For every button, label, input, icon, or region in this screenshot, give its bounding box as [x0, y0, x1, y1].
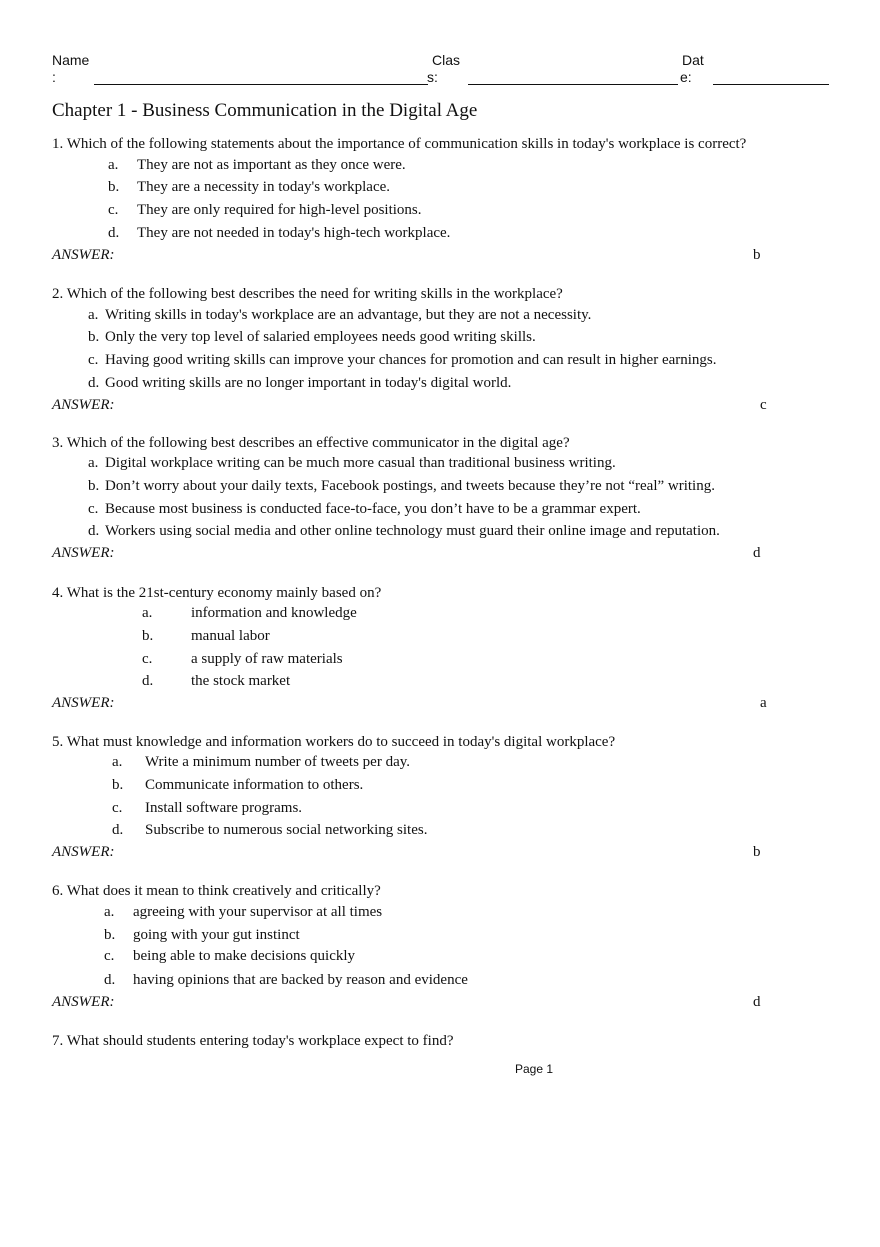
option-text: Digital workplace writing can be much more casual than traditional business writing.: [105, 455, 616, 471]
option-text: Because most business is conducted face-to-face, you don’t have to be a grammar expert.: [105, 501, 641, 517]
option-text: They are not as important as they once were.: [137, 157, 406, 173]
option-text: the stock market: [191, 673, 291, 689]
option-letter: c.: [104, 948, 115, 964]
answer-value: c: [760, 397, 767, 413]
option-letter: b.: [104, 927, 116, 943]
answer-label: ANSWER:: [52, 247, 115, 263]
option-text: Only the very top level of salaried employees needs good writing skills.: [105, 329, 536, 345]
question-text: 1. Which of the following statements about the importance of communication skills in today's workplace is correct?: [52, 136, 747, 152]
option-text: Subscribe to numerous social networking sites.: [145, 822, 428, 838]
option-text: Good writing skills are no longer important in today's digital world.: [105, 375, 512, 391]
question-text: 7. What should students entering today's workplace expect to find?: [52, 1033, 454, 1049]
option-letter: c.: [142, 651, 153, 667]
date-field[interactable]: [713, 84, 829, 85]
question-text: 6. What does it mean to think creatively and critically?: [52, 883, 381, 899]
option-text: Writing skills in today's workplace are an advantage, but they are not a necessity.: [105, 307, 592, 323]
option-letter: d.: [142, 673, 154, 689]
question-text: 2. Which of the following best describes the need for writing skills in the workplace?: [52, 286, 563, 302]
option-text: Communicate information to others.: [145, 777, 364, 793]
page-number: Page 1: [514, 1062, 554, 1076]
class-field[interactable]: [468, 84, 678, 85]
option-text: Write a minimum number of tweets per day.: [145, 754, 411, 770]
option-letter: d.: [104, 972, 116, 988]
option-letter: c.: [88, 501, 99, 517]
option-text: Workers using social media and other online technology must guard their online image and reputation.: [105, 523, 720, 539]
option-text: Don’t worry about your daily texts, Facebook postings, and tweets because they’re not “real” writing.: [105, 478, 715, 494]
answer-value: d: [753, 545, 761, 561]
option-text: They are a necessity in today's workplace.: [137, 179, 391, 195]
chapter-title: Chapter 1 - Business Communication in the Digital Age: [52, 100, 478, 121]
option-letter: c.: [112, 800, 123, 816]
option-text: They are only required for high-level positions.: [137, 202, 422, 218]
name-label: Name: [52, 52, 90, 68]
option-letter: c.: [88, 352, 99, 368]
option-letter: a.: [112, 754, 123, 770]
option-letter: d.: [88, 375, 100, 391]
option-letter: d.: [112, 822, 124, 838]
answer-label: ANSWER:: [52, 545, 115, 561]
option-letter: a.: [142, 605, 153, 621]
option-letter: b.: [142, 628, 154, 644]
option-text: They are not needed in today's high-tech workplace.: [137, 225, 451, 241]
class-label-suffix: s:: [427, 69, 438, 85]
option-letter: b.: [88, 478, 100, 494]
option-letter: b.: [88, 329, 100, 345]
name-field[interactable]: [94, 84, 428, 85]
option-letter: d.: [88, 523, 100, 539]
answer-value: b: [753, 247, 761, 263]
option-letter: a.: [88, 307, 99, 323]
answer-label: ANSWER:: [52, 994, 115, 1010]
option-letter: a.: [104, 904, 115, 920]
answer-value: d: [753, 994, 761, 1010]
answer-label: ANSWER:: [52, 695, 115, 711]
option-text: being able to make decisions quickly: [133, 948, 356, 964]
option-letter: a.: [108, 157, 119, 173]
option-text: Having good writing skills can improve your chances for promotion and can result in higher earnings.: [105, 352, 717, 368]
option-letter: d.: [108, 225, 120, 241]
date-label-suffix: e:: [680, 69, 692, 85]
answer-label: ANSWER:: [52, 844, 115, 860]
name-label-colon: :: [52, 69, 56, 85]
answer-label: ANSWER:: [52, 397, 115, 413]
answer-value: b: [753, 844, 761, 860]
answer-value: a: [760, 695, 767, 711]
option-text: a supply of raw materials: [191, 651, 343, 667]
option-letter: b.: [108, 179, 120, 195]
option-text: going with your gut instinct: [133, 927, 300, 943]
option-text: Install software programs.: [145, 800, 303, 816]
question-text: 5. What must knowledge and information workers do to succeed in today's digital workplace?: [52, 734, 616, 750]
date-label: Dat: [682, 52, 704, 68]
option-text: information and knowledge: [191, 605, 357, 621]
option-letter: b.: [112, 777, 124, 793]
option-text: having opinions that are backed by reason and evidence: [133, 972, 468, 988]
question-text: 3. Which of the following best describes an effective communicator in the digital age?: [52, 435, 570, 451]
option-text: agreeing with your supervisor at all times: [133, 904, 383, 920]
class-label: Clas: [432, 52, 461, 68]
question-text: 4. What is the 21st-century economy mainly based on?: [52, 585, 382, 601]
option-letter: a.: [88, 455, 99, 471]
option-text: manual labor: [191, 628, 270, 644]
option-letter: c.: [108, 202, 119, 218]
